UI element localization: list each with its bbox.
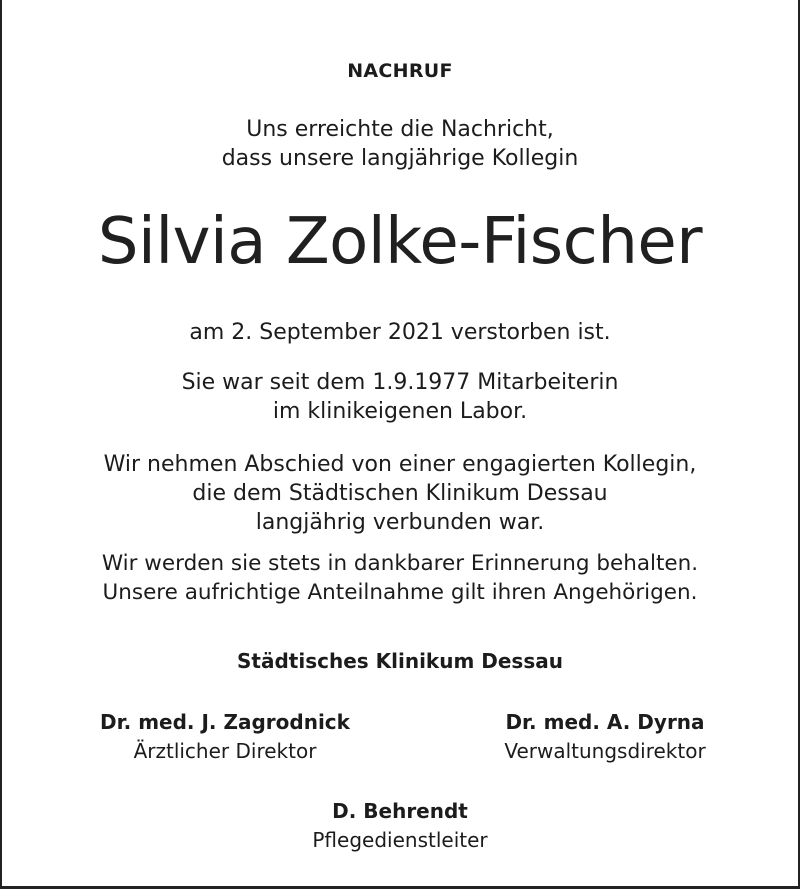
farewell-text <box>0 450 800 537</box>
memory-text <box>0 549 800 607</box>
memory-line: Unsere aufrichtige Anteilnahme gilt ihren Angehörigen. <box>102 580 698 605</box>
farewell-line: die dem Städtischen Klinikum Dessau <box>192 481 608 506</box>
employment-line: im klinikeigenen Labor. <box>272 399 528 424</box>
intro-line: Uns erreichte die Nachricht, <box>246 117 554 142</box>
signatory-role: Verwaltungsdirektor <box>504 739 706 763</box>
farewell-line: Wir nehmen Abschied von einer engagierten Kollegin, <box>103 452 697 477</box>
death-date-text: am 2. September 2021 verstorben ist. <box>189 320 611 345</box>
notice-heading: NACHRUF <box>347 60 453 82</box>
deceased-name: Silvia Zolke-Fischer <box>97 205 703 279</box>
signatory-name: D. Behrendt <box>332 799 468 823</box>
signatory-role: Pflegedienstleiter <box>312 828 488 852</box>
signatory-medical-director <box>50 707 400 766</box>
signatory-name: Dr. med. J. Zagrodnick <box>100 710 350 734</box>
signatory-nursing-director <box>0 796 800 855</box>
employment-line: Sie war seit dem 1.9.1977 Mitarbeiterin <box>181 370 619 395</box>
farewell-line: langjährig verbunden war. <box>255 510 545 535</box>
signatory-role: Ärztlicher Direktor <box>133 739 317 763</box>
intro-text <box>0 115 800 173</box>
organization-name: Städtisches Klinikum Dessau <box>237 649 563 673</box>
intro-line: dass unsere langjährige Kollegin <box>221 146 579 171</box>
signatory-administrative-director <box>430 707 780 766</box>
signatory-name: Dr. med. A. Dyrna <box>505 710 705 734</box>
employment-text <box>0 368 800 426</box>
memory-line: Wir werden sie stets in dankbarer Erinnerung behalten. <box>101 551 699 576</box>
